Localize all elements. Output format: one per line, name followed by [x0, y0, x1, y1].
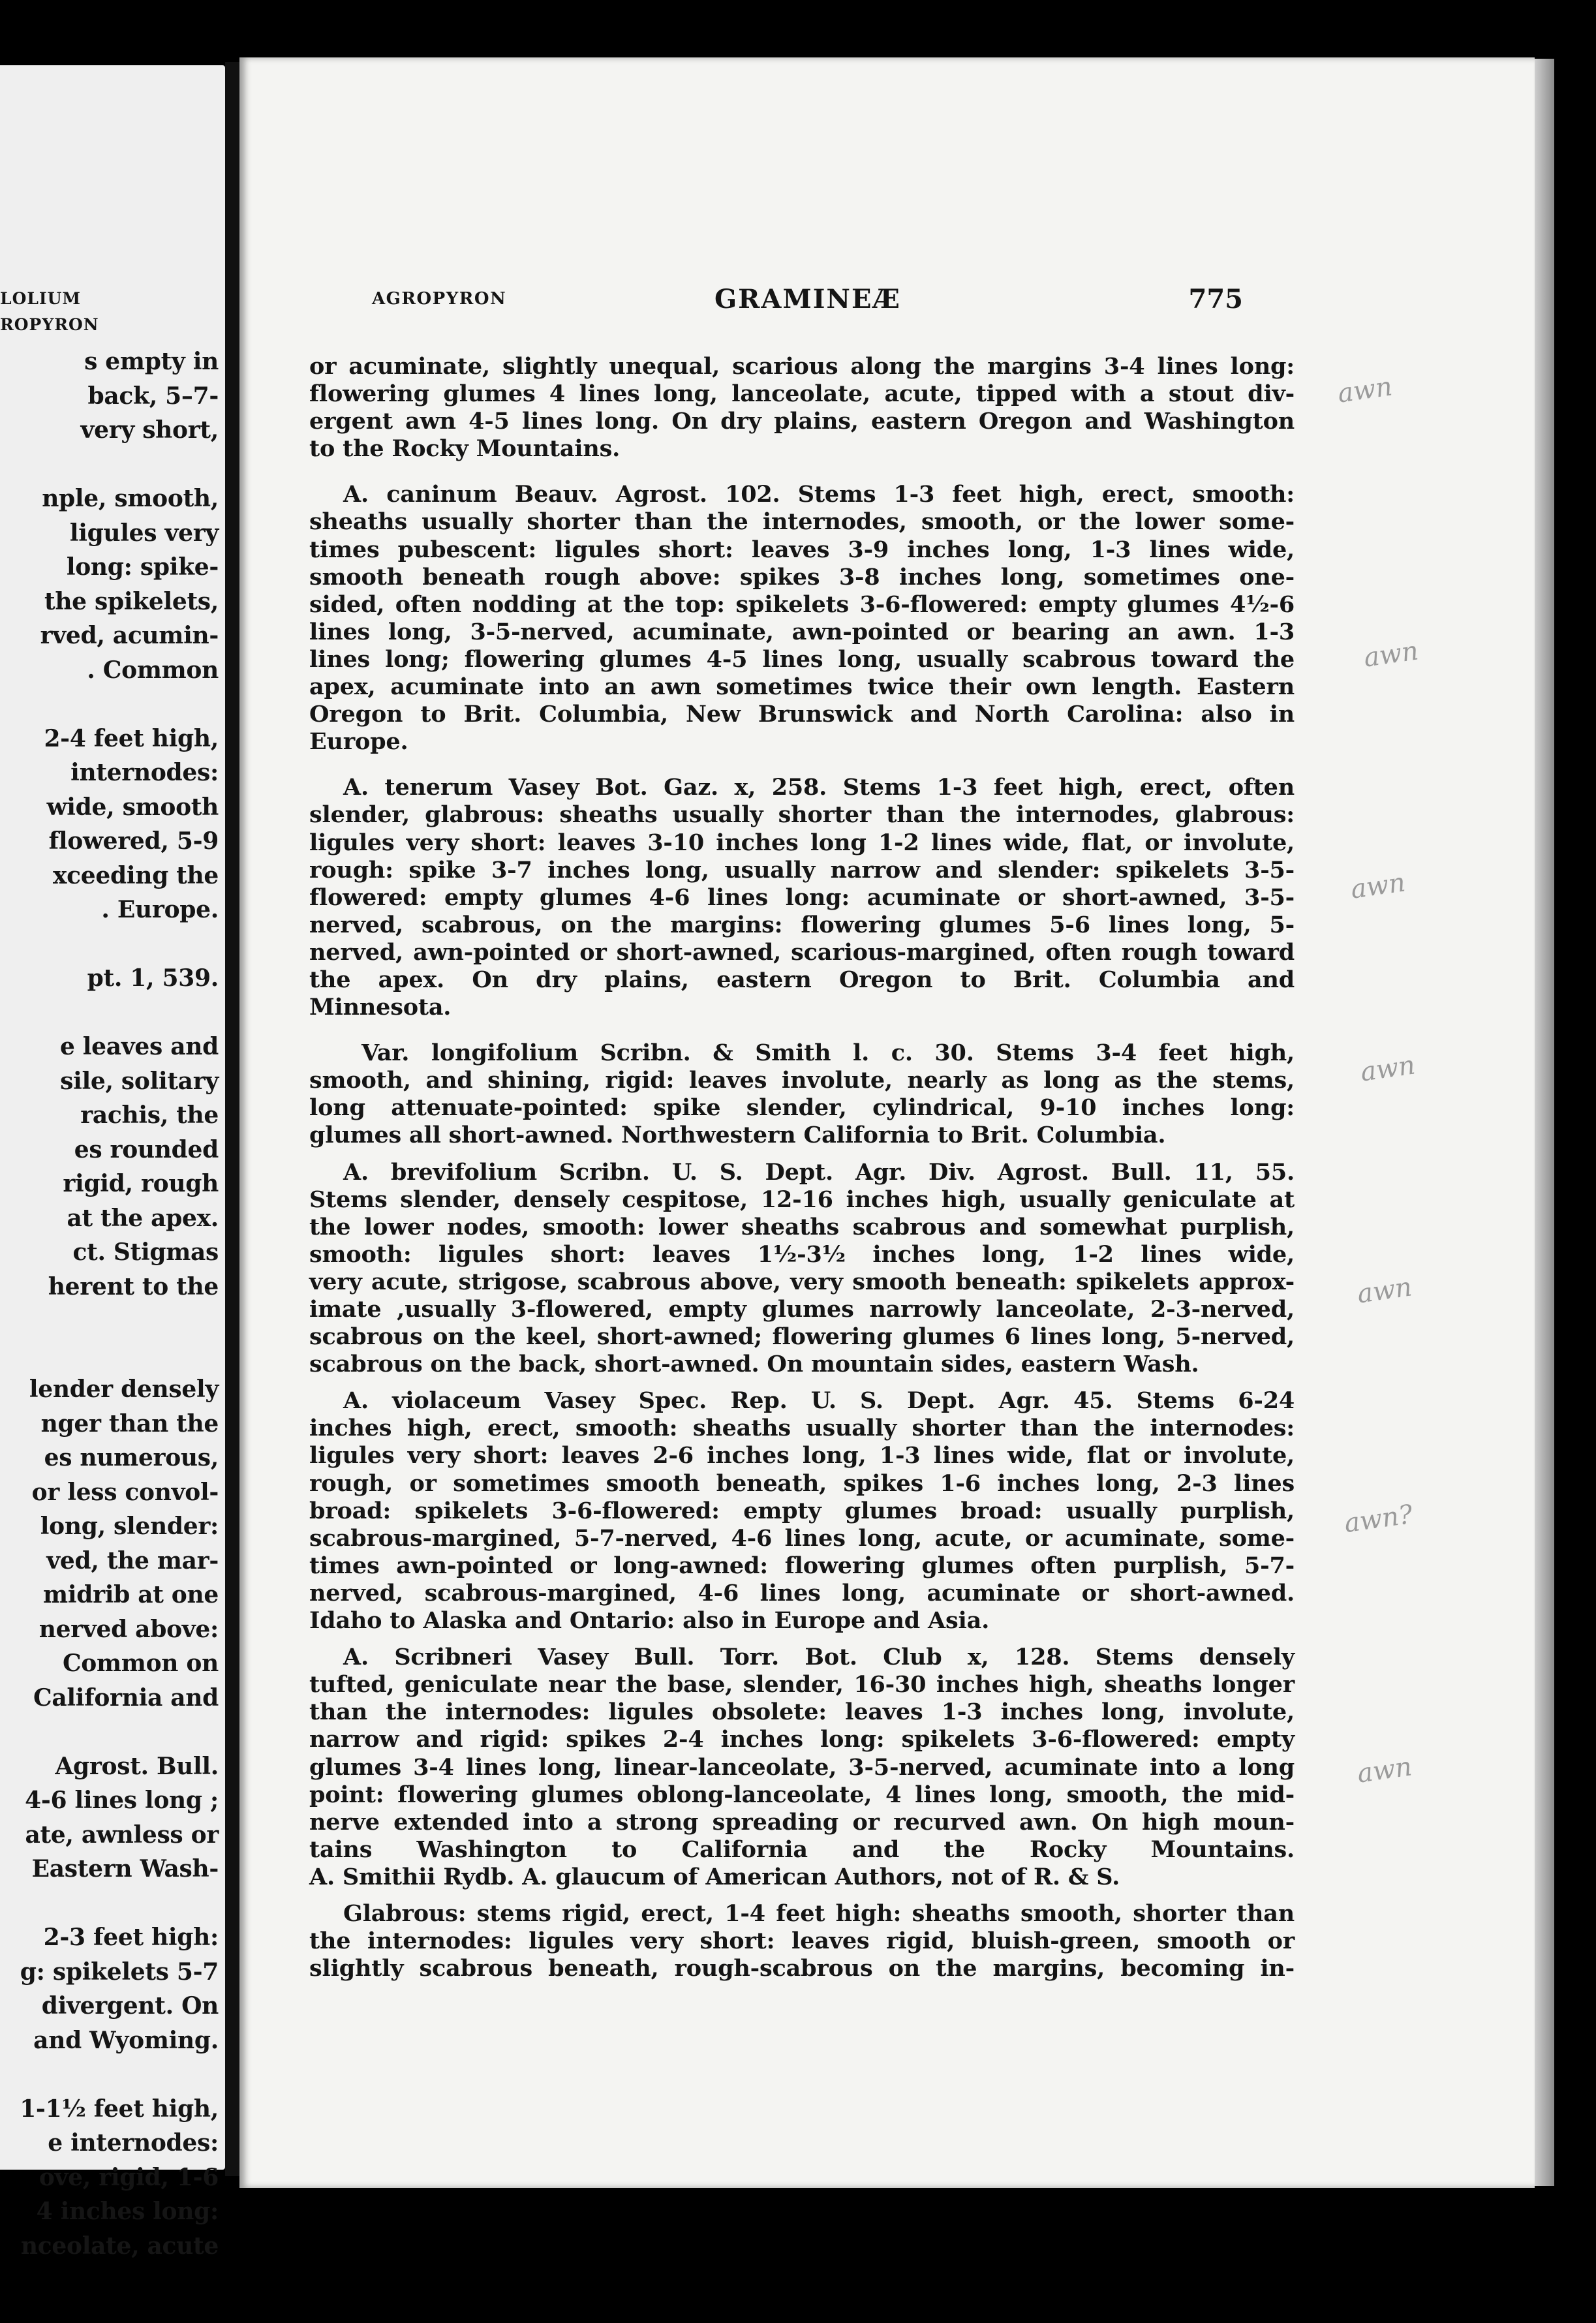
text-line: Minnesota.: [309, 994, 452, 1021]
previous-page-line: s empty in: [84, 348, 219, 375]
previous-page-line: 4-6 lines long ;: [25, 1787, 219, 1814]
text-line: Europe.: [309, 728, 408, 756]
text-line: A. violaceum Vasey Spec. Rep. U. S. Dept. Agr. 45. Stems 6-24: [343, 1387, 1295, 1415]
previous-page-line: 4 inches long:: [36, 2198, 219, 2225]
previous-page-line: Eastern Wash-: [31, 1855, 219, 1883]
text-line: times awn-pointed or long-awned: flowering glumes often purplish, 5-7-: [309, 1552, 1295, 1579]
previous-page-line: 2-4 feet high,: [44, 724, 219, 752]
previous-page-line: wide, smooth: [46, 793, 219, 821]
previous-page-line: ved, the mar-: [46, 1546, 219, 1575]
previous-page-line: [0, 996, 219, 1030]
previous-page-line: [0, 1886, 219, 1921]
text-line: nerved, scabrous-margined, 4-6 lines long, acuminate or short-awned.: [309, 1579, 1295, 1607]
text-line: than the internodes: ligules obsolete: leaves 1-3 inches long, involute,: [309, 1699, 1295, 1726]
text-line: nerve extended into a strong spreading or recurved awn. On high moun-: [309, 1808, 1295, 1836]
previous-page-line: 2-3 feet high:: [43, 1924, 219, 1951]
margin-note: awn: [1336, 371, 1394, 409]
page-number: 775: [1188, 284, 1243, 315]
text-line: smooth, and shining, rigid: leaves involute, nearly as long as the stems,: [309, 1067, 1295, 1094]
text-line: Stems slender, densely cespitose, 12-16 inches high, usually geniculate at: [309, 1186, 1295, 1213]
previous-page-line: [0, 2057, 219, 2092]
previous-page-line: [0, 1338, 219, 1373]
margin-note: awn?: [1342, 1499, 1415, 1539]
previous-page-line: flowered, 5-9: [48, 827, 219, 855]
running-head-family: GRAMINEÆ: [714, 284, 901, 315]
text-line: the lower nodes, smooth: lower sheaths scabrous and somewhat purplish,: [309, 1213, 1295, 1240]
text-line: nerved, scabrous, on the margins: flowering glumes 5-6 lines long, 5-: [309, 911, 1295, 938]
previous-page-line: e internodes:: [48, 2129, 219, 2157]
previous-page-line: Common on: [62, 1650, 219, 1677]
text-line: nerved, awn-pointed or short-awned, scarious-margined, often rough toward: [309, 938, 1295, 966]
previous-page-line: es numerous,: [44, 1444, 219, 1471]
previous-page-line: Agrost. Bull.: [55, 1752, 219, 1780]
text-line: A. Smithii Rydb. A. glaucum of American Authors, not of R. & S.: [309, 1863, 1120, 1890]
text-line: long attenuate-pointed: spike slender, cylindrical, 9-10 inches long:: [309, 1094, 1295, 1122]
text-line: lines long, 3-5-nerved, acuminate, awn-pointed or bearing an awn. 1-3: [309, 618, 1295, 645]
previous-page-line: lender densely: [29, 1376, 219, 1403]
text-line: Glabrous: stems rigid, erect, 1-4 feet high: sheaths smooth, shorter than: [343, 1900, 1295, 1927]
text-line: glumes all short-awned. Northwestern California to Brit. Columbia.: [309, 1122, 1166, 1149]
margin-note: awn: [1355, 1751, 1414, 1789]
text-line: to the Rocky Mountains.: [309, 435, 621, 463]
text-line: A. tenerum Vasey Bot. Gaz. x, 258. Stems 1-3 feet high, erect, often: [343, 774, 1295, 801]
text-line: scabrous-margined, 5-7-nerved, 4-6 lines long, acute, or acuminate, some-: [309, 1524, 1295, 1552]
text-line: broad: spikelets 3-6-flowered: empty glumes broad: usually purplish,: [309, 1497, 1295, 1524]
text-line: Idaho to Alaska and Ontario: also in Europe and Asia.: [309, 1607, 990, 1635]
text-line: the internodes: ligules very short: leaves rigid, bluish-green, smooth or: [309, 1928, 1295, 1955]
text-line: ergent awn 4-5 lines long. On dry plains, eastern Oregon and Washington: [309, 408, 1295, 435]
text-line: sheaths usually shorter than the internodes, smooth, or the lower some-: [309, 508, 1295, 536]
previous-page-line: very short,: [80, 416, 219, 444]
previous-page-line: the spikelets,: [44, 587, 219, 615]
text-line: rough: spike 3-7 inches long, usually narrow and slender: spikelets 3-5-: [309, 856, 1295, 884]
previous-page-line: ove, rigid, 1-6: [38, 2163, 219, 2191]
previous-page-line: nger than the: [40, 1409, 219, 1438]
text-line: narrow and rigid: spikes 2-4 inches long: spikelets 3-6-flowered: empty: [309, 1726, 1295, 1753]
running-head-genus: AGROPYRON: [372, 289, 507, 309]
previous-page-line: long: spike-: [66, 553, 219, 581]
previous-page-line: [0, 927, 219, 962]
previous-page-line: nerved above:: [38, 1615, 219, 1643]
previous-page-line: rachis, the: [80, 1101, 219, 1129]
previous-page-line: [0, 687, 219, 722]
previous-page-line: . Common: [87, 656, 219, 684]
previous-page-line: back, 5–7-: [87, 382, 219, 410]
text-line: smooth beneath rough above: spikes 3-8 inches long, sometimes one-: [309, 563, 1295, 591]
text-line: scabrous on the keel, short-awned; flowering glumes 6 lines long, 5-nerved,: [309, 1323, 1295, 1351]
text-line: times pubescent: ligules short: leaves 3-9 inches long, 1-3 lines wide,: [309, 536, 1295, 563]
margin-note: awn: [1358, 1050, 1417, 1088]
text-line: glumes 3-4 lines long, linear-lanceolate, 3-5-nerved, acuminate into a long: [309, 1753, 1295, 1781]
text-line: tufted, geniculate near the base, slender, 16-30 inches high, sheaths longer: [309, 1671, 1295, 1699]
margin-note: awn: [1362, 636, 1420, 673]
previous-page-line: ct. Stigmas: [72, 1238, 219, 1266]
previous-page-line: ate, awnless or: [25, 1821, 219, 1849]
previous-page-line: nceolate, acute: [20, 2232, 219, 2260]
text-line: slightly scabrous beneath, rough-scabrous on the margins, becoming in-: [309, 1955, 1295, 1982]
previous-page-line: g: spikelets 5-7: [20, 1958, 219, 1986]
previous-page-line: California and: [33, 1684, 219, 1712]
text-line: point: flowering glumes oblong-lanceolate, 4 lines long, smooth, the mid-: [309, 1781, 1295, 1808]
text-line: sided, often nodding at the top: spikelets 3-6-flowered: empty glumes 4½-6: [309, 591, 1295, 618]
previous-page-line: herent to the: [48, 1272, 219, 1300]
text-line: inches high, erect, smooth: sheaths usually shorter than the internodes:: [309, 1415, 1295, 1442]
previous-page-line: internodes:: [70, 759, 219, 786]
previous-page-line: nple, smooth,: [42, 485, 219, 512]
running-head: [372, 284, 1246, 316]
previous-page-line: [0, 448, 219, 482]
previous-page-line: xceeding the: [52, 861, 219, 889]
text-line: Var. longifolium Scribn. & Smith l. c. 30. Stems 3-4 feet high,: [361, 1039, 1295, 1067]
previous-page-head-line-2: ROPYRON: [0, 315, 99, 334]
previous-page-line: pt. 1, 539.: [87, 964, 219, 992]
previous-page-line: midrib at one: [43, 1581, 219, 1608]
previous-page-line: divergent. On: [41, 1992, 219, 2020]
text-line: imate ,usually 3-flowered, empty glumes narrowly lanceolate, 2-3-nerved,: [309, 1296, 1295, 1323]
text-line: A. Scribneri Vasey Bull. Torr. Bot. Club x, 128. Stems densely: [343, 1644, 1295, 1671]
text-line: scabrous on the back, short-awned. On mountain sides, eastern Wash.: [309, 1351, 1199, 1378]
text-line: ligules very short: leaves 2-6 inches long, 1-3 lines wide, flat or involute,: [309, 1442, 1295, 1469]
previous-page-edge: [0, 65, 225, 2260]
previous-page-line: sile, solitary: [60, 1067, 219, 1095]
text-line: A. brevifolium Scribn. U. S. Dept. Agr. Div. Agrost. Bull. 11, 55.: [343, 1158, 1295, 1186]
text-line: very acute, strigose, scabrous above, very smooth beneath: spikelets approx-: [309, 1268, 1295, 1295]
previous-page-line: or less convol-: [31, 1478, 219, 1506]
text-line: ligules very short: leaves 3-10 inches long 1-2 lines wide, flat, or involute,: [309, 829, 1295, 856]
text-line: flowered: empty glumes 4-6 lines long: acuminate or short-awned, 3-5-: [309, 884, 1295, 911]
text-line: tains Washington to California and the Rocky Mountains.: [309, 1836, 1295, 1863]
previous-page-line: long, slender:: [40, 1513, 219, 1540]
previous-page-line: ligules very: [69, 519, 219, 547]
book-gutter: [225, 62, 239, 2176]
previous-page-text-fragments: [0, 345, 219, 2263]
previous-page-line: [0, 1715, 219, 1749]
text-line: lines long; flowering glumes 4-5 lines long, usually scabrous toward the: [309, 645, 1295, 673]
text-line: A. caninum Beauv. Agrost. 102. Stems 1-3 feet high, erect, smooth:: [343, 481, 1295, 508]
previous-page-line: e leaves and: [59, 1033, 219, 1060]
previous-page-line: rigid, rough: [63, 1170, 219, 1197]
previous-page-line: 1-1½ feet high,: [20, 2095, 219, 2123]
previous-page-line: es rounded: [74, 1135, 219, 1163]
previous-page-line: . Europe.: [101, 896, 219, 923]
previous-page-line: at the apex.: [67, 1204, 219, 1232]
margin-note: awn: [1355, 1272, 1414, 1310]
margin-note: awn: [1349, 867, 1407, 905]
text-line: smooth: ligules short: leaves 1½-3½ inches long, 1-2 lines wide,: [309, 1240, 1295, 1268]
text-line: flowering glumes 4 lines long, lanceolate, acute, tipped with a stout div-: [309, 380, 1295, 408]
text-line: rough, or sometimes smooth beneath, spikes 1-6 inches long, 2-3 lines: [309, 1469, 1295, 1497]
previous-page-head-line-1: LOLIUM: [0, 289, 82, 308]
previous-page-line: and Wyoming.: [33, 2026, 219, 2054]
text-line: slender, glabrous: sheaths usually shorter than the internodes, glabrous:: [309, 801, 1295, 829]
previous-page-line: rved, acumin-: [40, 622, 219, 649]
page-stack-edge: [1535, 59, 1554, 2186]
text-line: apex, acuminate into an awn sometimes twice their own length. Eastern: [309, 673, 1295, 701]
body-text: [309, 353, 1295, 1982]
text-line: or acuminate, slightly unequal, scarious along the margins 3-4 lines long:: [309, 353, 1295, 380]
text-line: Oregon to Brit. Columbia, New Brunswick and North Carolina: also in: [309, 701, 1295, 728]
text-line: the apex. On dry plains, eastern Oregon to Brit. Columbia and: [309, 966, 1295, 993]
previous-page-line: [0, 1304, 219, 1338]
previous-page-running-head: [0, 286, 99, 338]
